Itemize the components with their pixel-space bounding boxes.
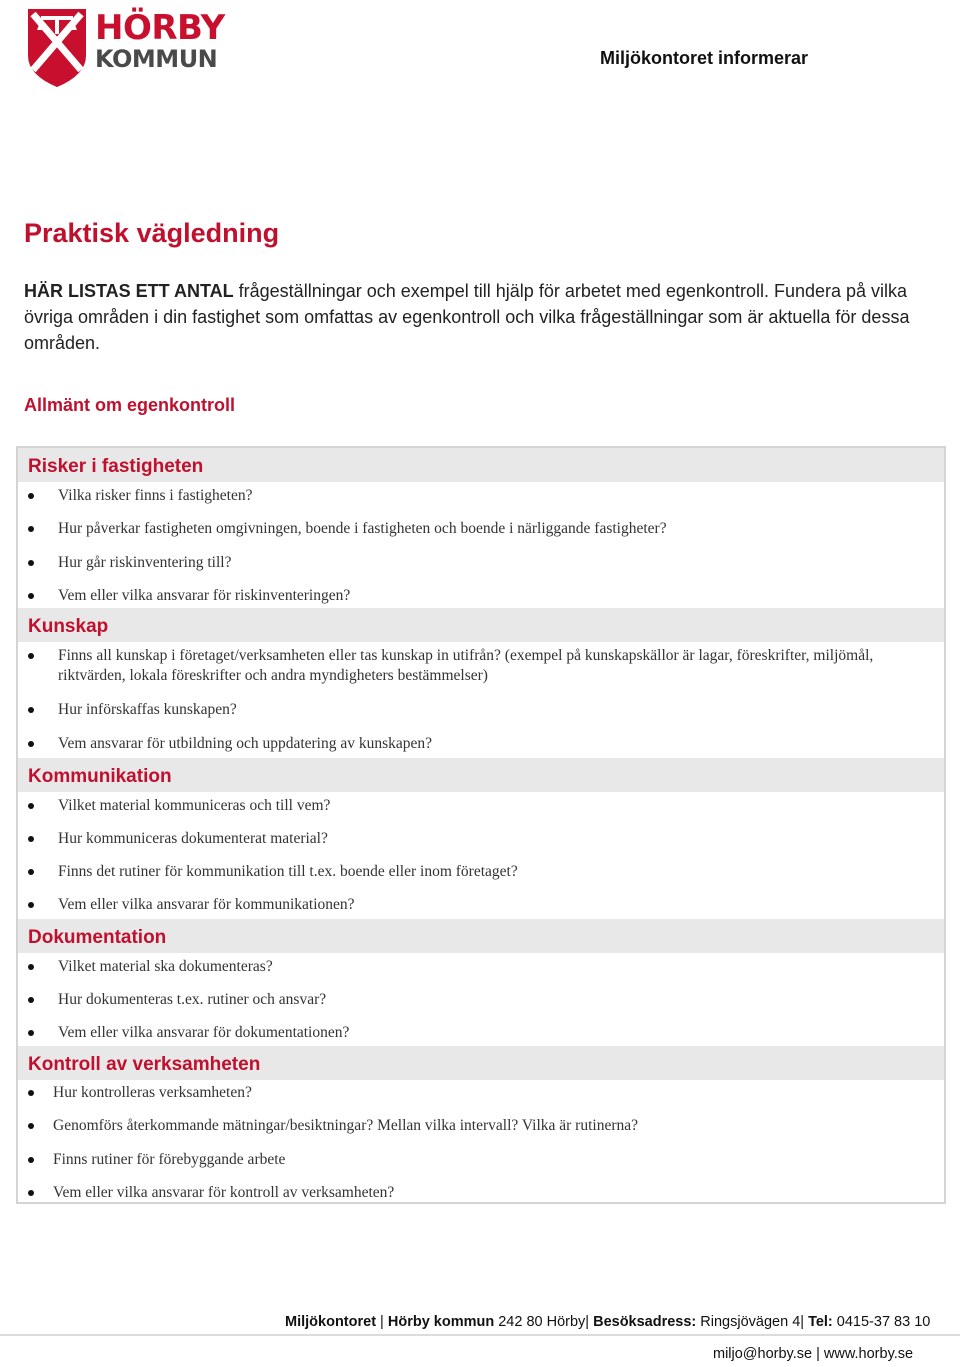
footer-web-line: miljo@horby.se | www.horby.se [713,1346,914,1362]
section-title-kunskap: Kunskap [18,608,944,642]
bullet-icon [28,997,34,1003]
page-title: Praktisk vägledning [24,218,280,248]
bullet-icon [28,707,34,713]
list-item: Hur kontrolleras verksamheten? [28,1083,933,1103]
bullet-icon [28,653,34,659]
list-item: Hur kommuniceras dokumenterat material? [28,829,933,849]
section-title-kommunikation: Kommunikation [18,758,944,792]
footer-org: Miljökontoret [285,1314,377,1330]
bullet-icon [28,741,34,747]
footer-email[interactable]: miljo@horby.se [713,1346,813,1362]
footer-tel-label: Tel: [808,1314,833,1330]
bullet-icon [28,1123,34,1129]
list-item: Hur går riskinventering till? [28,553,933,573]
list-item: Genomförs återkommande mätningar/besiktningar? Mellan vilka intervall? Vilka är rutinerna? [28,1116,933,1136]
bullet-icon [28,869,34,875]
footer-website[interactable]: www.horby.se [823,1346,914,1362]
list-item: Finns all kunskap i företaget/verksamheten eller tas kunskap in utifrån? (exempel på kunskapskällor är lagar, föreskrifter, miljömål, riktvärden, lokala föreskrifter och andra myndigheters bestämmelser) [28,646,933,686]
section-title-risker: Risker i fastigheten [18,448,944,482]
list-item: Vilket material ska dokumenteras? [28,957,933,977]
coat-of-arms-icon [27,8,87,88]
bullet-icon [28,1090,34,1096]
list-item: Vem ansvarar för utbildning och uppdatering av kunskapen? [28,734,933,754]
bullet-icon [28,593,34,599]
list-item: Vem eller vilka ansvarar för kommunikationen? [28,895,933,915]
list-item: Hur påverkar fastigheten omgivningen, boende i fastigheten och boende i närliggande fastigheter? [28,519,933,539]
logo-wordmark-kommun: KOMMUN [95,45,218,73]
footer-visit-label: Besöksadress: [593,1314,697,1330]
bullet-icon [28,836,34,842]
footer-divider [0,1334,960,1336]
list-item: Vilket material kommuniceras och till vem? [28,796,933,816]
bullet-icon [28,526,34,532]
bullet-icon [28,803,34,809]
list-item: Finns det rutiner för kommunikation till t.ex. boende eller inom företaget? [28,862,933,882]
bullet-icon [28,1030,34,1036]
list-item: Finns rutiner för förebyggande arbete [28,1150,933,1170]
section-title-kontroll: Kontroll av verksamheten [18,1046,944,1080]
footer-municipality: Hörby kommun [387,1314,495,1330]
intro-text: frågeställningar och exempel till hjälp för arbetet med egenkontroll. Fundera på vilka övriga områden i din fastighet som omfattas av egenkontroll och vilka frågeställningar som är aktuella för dessa områden. [24,281,910,353]
list-item: Vem eller vilka ansvarar för riskinventeringen? [28,586,933,606]
header-title: Miljökontoret informerar [600,48,809,68]
list-item: Vilka risker finns i fastigheten? [28,486,933,506]
section-title-dokumentation: Dokumentation [18,919,944,953]
bullet-icon [28,902,34,908]
bullet-icon [28,493,34,499]
bullet-icon [28,1190,34,1196]
list-item: Vem eller vilka ansvarar för dokumentationen? [28,1023,933,1043]
checklist-box [16,446,946,1204]
bullet-icon [28,964,34,970]
bullet-icon [28,560,34,566]
footer-postal: 242 80 Hörby [498,1314,586,1330]
logo-wordmark-horby: HÖRBY [95,8,225,48]
list-item: Hur införskaffas kunskapen? [28,700,933,720]
bullet-icon [28,1157,34,1163]
footer-tel-value: 0415-37 83 10 [836,1314,931,1330]
footer-visit-value: Ringsjövägen 4 [700,1314,801,1330]
horby-kommun-logo [27,8,225,88]
section-heading: Allmänt om egenkontroll [24,395,236,415]
intro-lead: HÄR LISTAS ETT ANTAL [24,281,234,301]
list-item: Vem eller vilka ansvarar för kontroll av verksamheten? [28,1183,933,1203]
list-item: Hur dokumenteras t.ex. rutiner och ansvar? [28,990,933,1010]
intro-paragraph [24,278,934,356]
footer-contact-line: Miljökontoret | Hörby kommun 242 80 Hörby| Besöksadress: Ringsjövägen 4| Tel: 0415-37 83 10 [285,1314,931,1330]
